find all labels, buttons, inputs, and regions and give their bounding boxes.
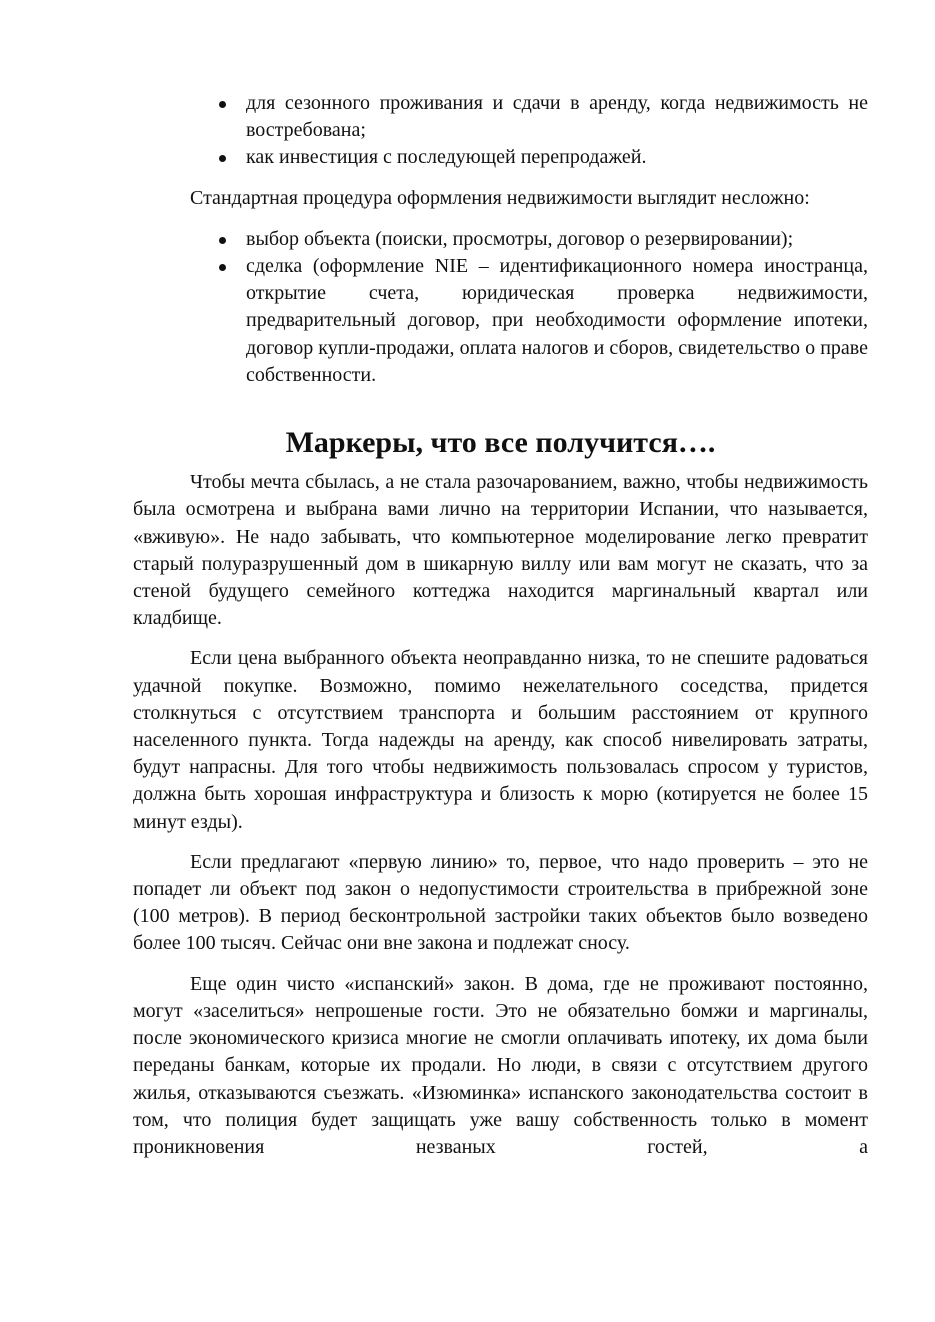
body-paragraph: Если цена выбранного объекта неоправданно низка, то не спешите радоваться удачной покупке. Возможно, помимо нежелательного соседства, придется столкнуться с отсутствием транспорта и большим расстоянием от крупного населенного пункта. Тогда надежды на аренду, как способ нивелировать затраты, будут напрасны. Для того чтобы недвижимость пользовалась спросом у туристов, должна быть хорошая инфраструктура и близость к морю (котируется не более 15 минут езды). (133, 647, 868, 833)
list-item (246, 144, 868, 171)
list-item-text: сделка (оформление NIE – идентификационного номера иностранца, открытие счета, юридическая проверка недвижимости, предварительный договор, при необходимости оформление ипотеки, договор купли-продажи, оплата налогов и сборов, свидетельство о праве собственности. (246, 255, 868, 386)
body-paragraph: Если предлагают «первую линию» то, первое, что надо проверить – это не попадет ли объект под закон о недопустимости строительства в прибрежной зоне (100 метров). В период бесконтрольной застройки таких объектов было возведено более 100 тысяч. Сейчас они вне закона и подлежат сносу. (133, 850, 868, 955)
intro-paragraph: Стандартная процедура оформления недвижимости выглядит несложно: (190, 186, 810, 209)
section-heading: Маркеры, что все получится…. (285, 426, 716, 460)
list-item-text: выбор объекта (поиски, просмотры, договор о резервировании); (246, 227, 794, 250)
body-paragraph: Чтобы мечта сбылась, а не стала разочарованием, важно, чтобы недвижимость была осмотрена и выбрана вами лично на территории Испании, что называется, «вживую». Не надо забывать, что компьютерное моделирование легко превратит старый полуразрушенный дом в шикарную виллу или вам могут не сказать, что за стеной будущего семейного коттеджа находится маргинальный квартал или кладбище. (133, 471, 868, 630)
document-body (133, 90, 868, 1174)
body-paragraph: Еще один чисто «испанский» закон. В дома, где не проживают постоянно, могут «заселиться» непрошеные гости. Это не обязательно бомжи и маргиналы, после экономического кризиса многие не смогли оплачивать ипотеку, их дома были переданы банкам, которые их продали. Но люди, в связи с отсутствием другого жилья, отказываются съезжать. «Изюминка» испанского законодательства состоит в том, что полиция будет защищать уже вашу собственность только в момент проникновения незваных гостей, а (133, 972, 868, 1158)
bullet-list-purposes (133, 90, 868, 172)
bullet-icon (219, 155, 226, 162)
list-item-text: для сезонного проживания и сдачи в аренду, когда недвижимость не востребована; (246, 92, 868, 142)
list-item-text: как инвестиция с последующей перепродажей. (246, 146, 647, 169)
list-item (246, 253, 868, 389)
list-item (246, 90, 868, 144)
bullet-icon (219, 237, 226, 244)
bullet-list-steps (133, 226, 868, 389)
bullet-icon (219, 101, 226, 108)
bullet-icon (219, 264, 226, 271)
list-item (246, 226, 868, 253)
